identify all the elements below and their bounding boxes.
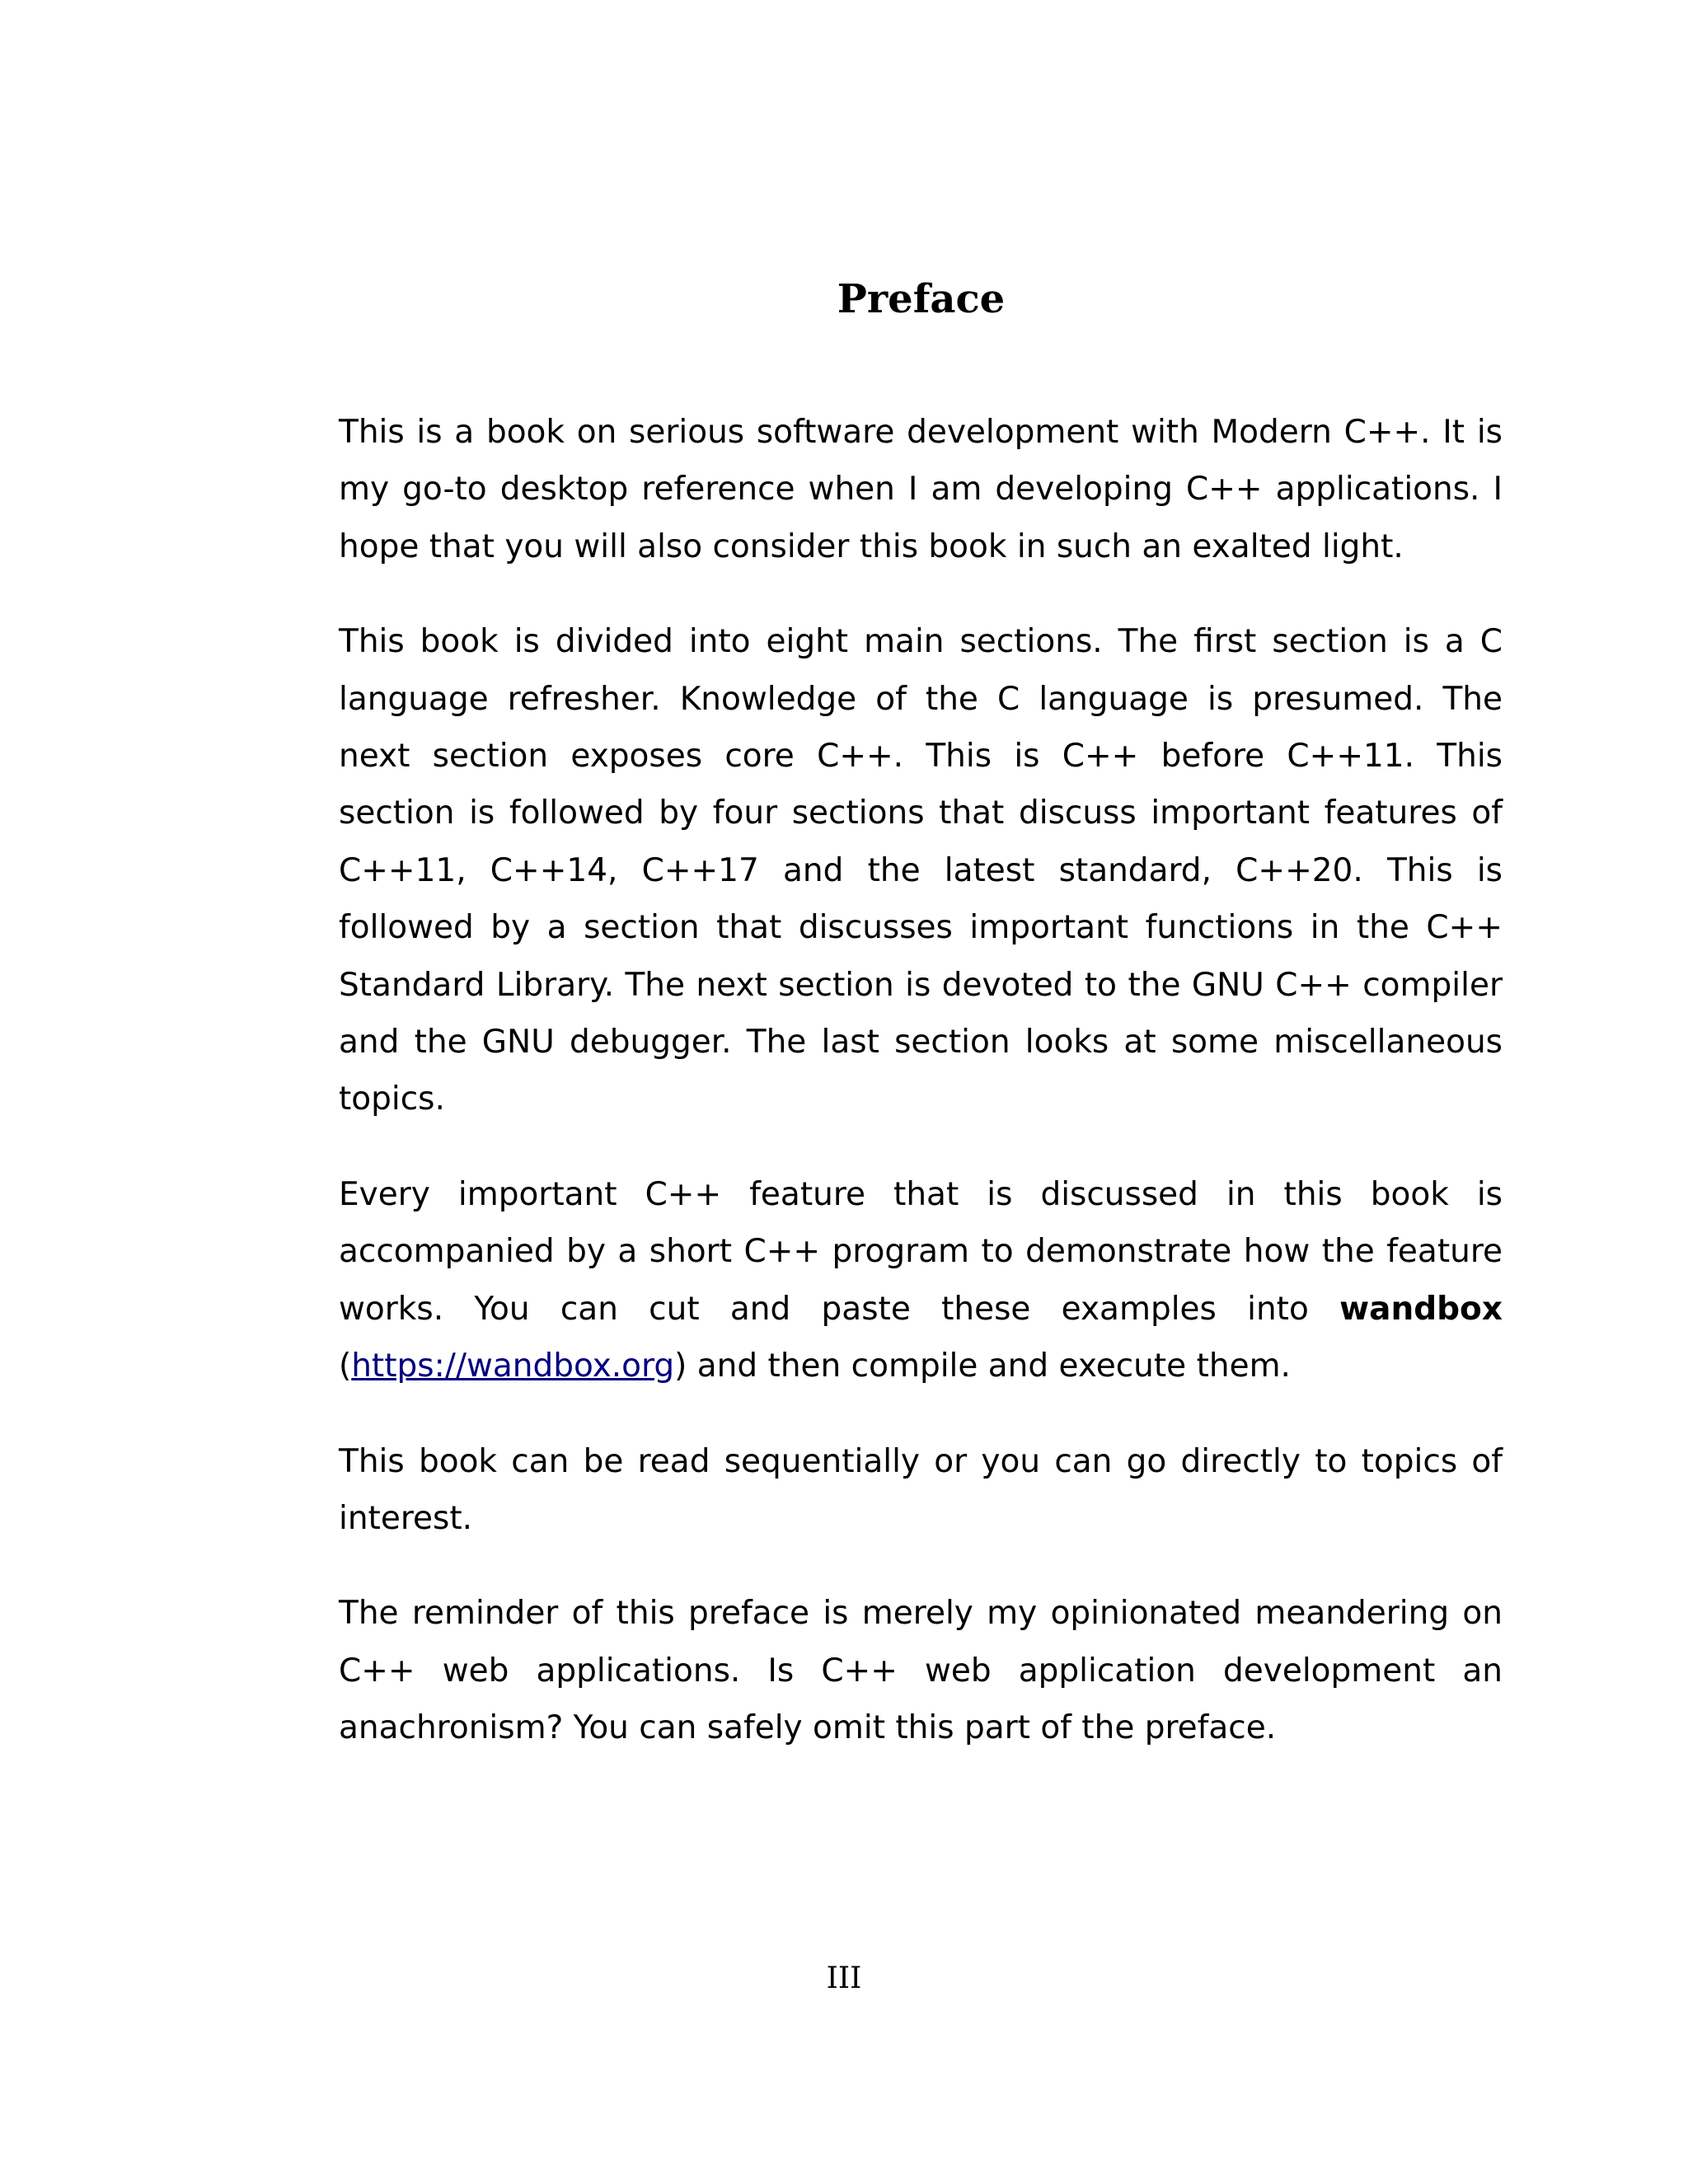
paren-open: ( [339,1347,352,1385]
paragraph-sections: This book is divided into eight main sections. The first section is a C language refresher. Knowledge of the C language is presumed. The next section exposes core C++. This is C++ before C++11. This section is followed by four sections that discuss important features of C++11, C++14, C++17 and the latest standard, C++20. This is followed by a section that discusses important functions in the C++ Standard Library. The next section is devoted to the GNU C++ compiler and the GNU debugger. The last section looks at some miscellaneous topics. [339,623,1503,1118]
preface-body [339,404,1503,1795]
page-number: III [826,1961,862,1995]
wandbox-link[interactable]: https://wandbox.org [351,1347,675,1385]
page-title: Preface [837,276,1006,322]
wandbox-bold: wandbox [1339,1290,1503,1328]
paragraph-examples-text: Every important C++ feature that is discussed in this book is accompanied by a short C++ program to demonstrate how the feature works. You can cut and paste these examples into [339,1175,1503,1328]
paragraph-intro: This is a book on serious software development with Modern C++. It is my go-to desktop reference when I am developing C++ applications. I hope that you will also consider this book in such an exalted light. [339,414,1503,565]
paragraph-reading: This book can be read sequentially or you can go directly to topics of interest. [339,1442,1503,1537]
paragraph-reminder: The reminder of this preface is merely my opinionated meandering on C++ web applications. Is C++ web application development an anachronism? You can safely omit this part of the preface. [339,1595,1503,1747]
paragraph-examples-tail: ) and then compile and execute them. [674,1347,1291,1385]
paragraph-examples [339,1166,1503,1395]
